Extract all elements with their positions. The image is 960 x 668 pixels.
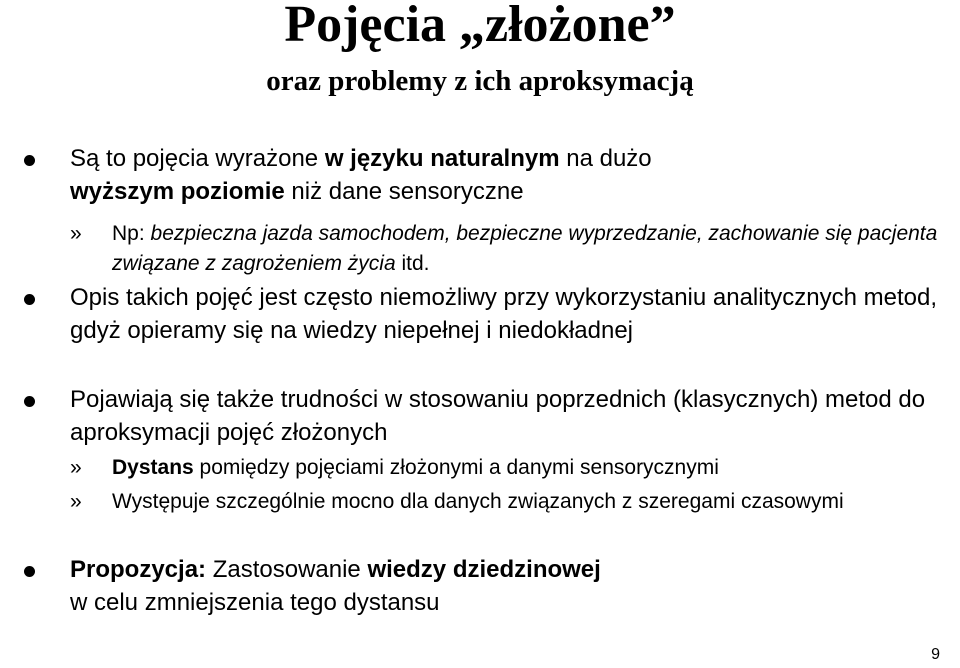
bullet-text: w celu zmniejszenia tego dystansu bbox=[70, 588, 440, 616]
sub-bullet-example bbox=[70, 219, 950, 279]
sub-bullet-text: pomiędzy pojęciami złożonymi a danymi sensorycznymi bbox=[193, 456, 719, 479]
sub-bullet-text: Np: bbox=[112, 222, 151, 245]
sub-bullet-text-italic: bezpieczna jazda samochodem, bezpieczne wyprzedzanie, zachowanie się pacjenta związane z zagrożeniem życia bbox=[112, 222, 938, 275]
bullet-natural-language bbox=[70, 143, 950, 208]
bullet-classical-methods bbox=[70, 384, 950, 449]
bullet-text-bold: wyższym poziomie bbox=[70, 177, 285, 205]
sub-bullet-marker: » bbox=[70, 222, 82, 245]
bullet-text-bold: wiedzy dziedzinowej bbox=[367, 556, 601, 583]
bullet-text-bold: Propozycja: bbox=[70, 556, 207, 583]
bullet-dot-icon bbox=[24, 294, 35, 305]
sub-bullet-text-bold: Dystans bbox=[112, 456, 194, 479]
slide-title: Pojęcia „złożone” bbox=[284, 0, 676, 53]
sub-bullet-text: Występuje szczególnie mocno dla danych związanych z szeregami czasowymi bbox=[112, 490, 844, 513]
bullet-text: na dużo bbox=[559, 145, 652, 172]
bullet-proposal bbox=[70, 554, 950, 619]
bullet-text: Zastosowanie bbox=[206, 556, 368, 583]
sub-bullet-marker: » bbox=[70, 456, 82, 479]
bullet-dot-icon bbox=[24, 155, 35, 166]
sub-bullet-marker: » bbox=[70, 490, 82, 513]
page-number: 9 bbox=[931, 646, 940, 663]
bullet-dot-icon bbox=[24, 566, 35, 577]
bullet-text: Są to pojęcia wyrażone bbox=[70, 145, 325, 172]
slide-subtitle: oraz problemy z ich aproksymacją bbox=[266, 65, 694, 97]
bullet-text: niż dane sensoryczne bbox=[284, 177, 524, 205]
bullet-text: Opis takich pojęć jest często niemożliwy przy wykorzystaniu analitycznych metod, gdyż opieramy się na wiedzy niepełnej i niedokładnej bbox=[70, 284, 937, 344]
bullet-text-bold: w języku naturalnym bbox=[324, 145, 560, 172]
sub-bullet-text: itd. bbox=[395, 252, 430, 275]
bullet-text: Pojawiają się także trudności w stosowaniu poprzednich (klasycznych) metod do aproksymacji pojęć złożonych bbox=[70, 386, 926, 446]
sub-bullet-time-series bbox=[70, 487, 950, 517]
bullet-dot-icon bbox=[24, 396, 35, 407]
sub-bullet-distance bbox=[70, 453, 950, 483]
bullet-description-difficulty bbox=[70, 282, 950, 347]
